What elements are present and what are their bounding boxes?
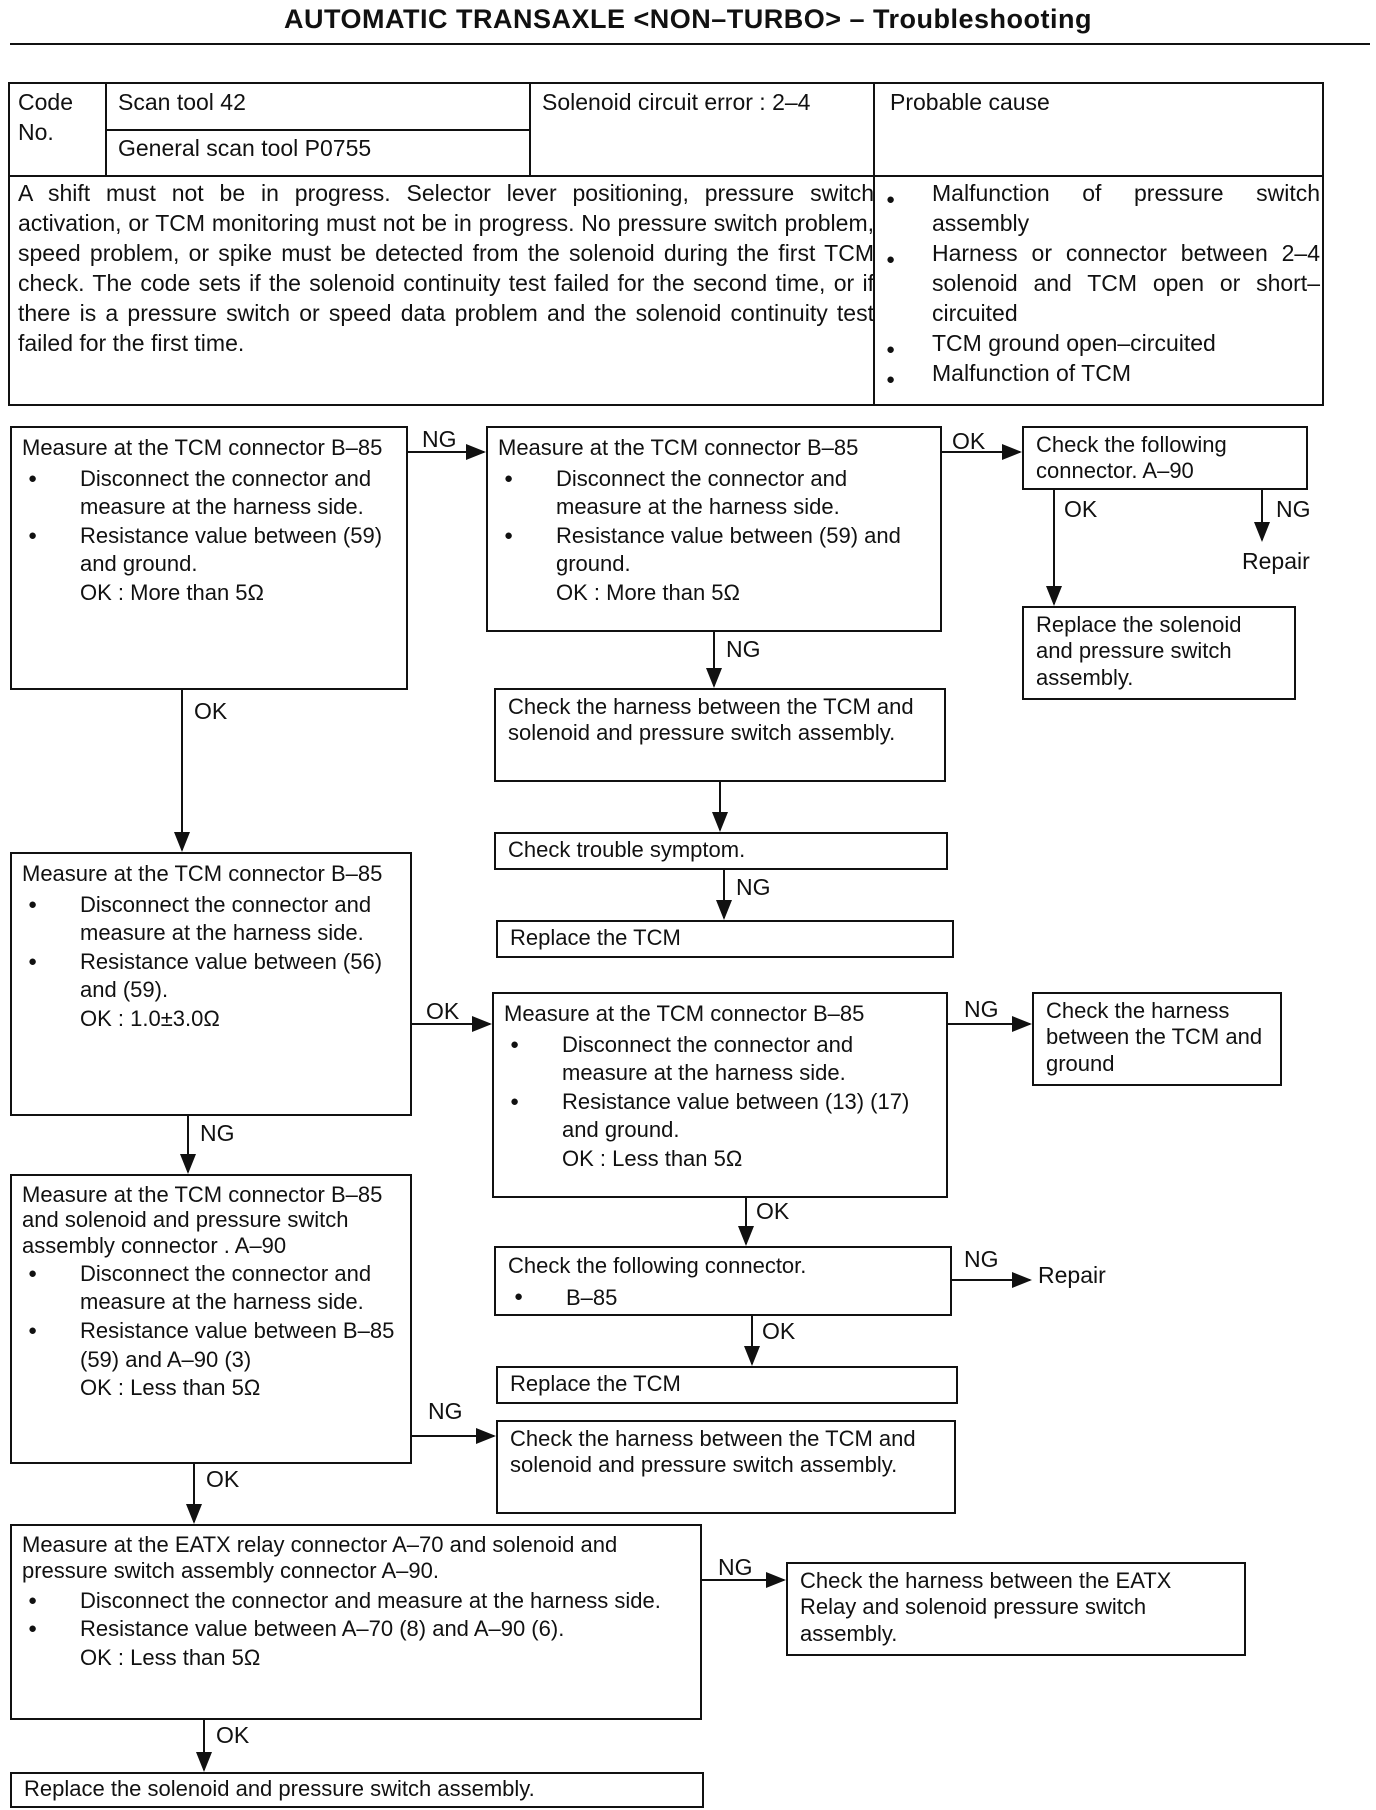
step6-bullet: ● Resistance value between A–70 (8) and A–90 (6).	[22, 1615, 690, 1644]
ng-label: NG	[718, 1554, 753, 1580]
step2-bullet: ● Resistance value between (59) and ground.	[498, 522, 930, 579]
step1-bullet: ● Disconnect the connector and measure at the harness side.	[22, 465, 396, 522]
repair-label: Repair	[1038, 1262, 1106, 1288]
page-title: AUTOMATIC TRANSAXLE <NON–TURBO> – Troubleshooting	[283, 4, 1093, 34]
check-b85-bullet: ● B–85	[508, 1283, 938, 1313]
ng-label: NG	[200, 1120, 235, 1146]
cause-4: ● Malfunction of TCM	[886, 360, 1131, 388]
cause-3: ● TCM ground open–circuited	[886, 330, 1216, 358]
ok-label: OK	[1064, 496, 1098, 522]
step6-title: Measure at the EATX relay connector A–70 and solenoid and pressure switch assembly connector A–90.	[22, 1532, 618, 1584]
check-harness-box: Check the harness between the TCM and solenoid and pressure switch assembly.	[494, 688, 946, 782]
step1-ok: OK : More than 5Ω	[80, 579, 264, 605]
code-label: Code No.	[18, 89, 73, 145]
step3-ok: OK : 1.0±3.0Ω	[80, 1005, 220, 1031]
ng-label: NG	[428, 1398, 463, 1424]
ok-label: OK	[426, 998, 460, 1024]
ok-label: OK	[194, 698, 228, 724]
step5-title: Measure at the TCM connector B–85 and solenoid and pressure switch assembly connector . A–90	[22, 1182, 383, 1258]
step5-bullet: ● Disconnect the connector and measure at the harness side.	[22, 1260, 400, 1317]
ok-label: OK	[206, 1466, 240, 1492]
step6-ok: OK : Less than 5Ω	[80, 1644, 261, 1670]
step6-bullet: ● Disconnect the connector and measure at the harness side.	[22, 1587, 690, 1616]
ng-label: NG	[422, 426, 457, 452]
replace-solenoid-box: Replace the solenoid and pressure switch assembly.	[1022, 606, 1296, 700]
step3-title: Measure at the TCM connector B–85	[22, 861, 383, 886]
check-harness-box: Check the harness between the TCM and solenoid and pressure switch assembly.	[496, 1420, 956, 1514]
step4-title: Measure at the TCM connector B–85	[504, 1001, 865, 1026]
ng-label: NG	[1276, 496, 1311, 522]
step2-ok: OK : More than 5Ω	[556, 579, 740, 605]
step2-title: Measure at the TCM connector B–85	[498, 435, 859, 460]
cause-2: ● Harness or connector between 2–4 solenoid and TCM open or short–circuited	[886, 240, 1320, 326]
step4-ok: OK : Less than 5Ω	[562, 1145, 743, 1171]
step1-title: Measure at the TCM connector B–85	[22, 435, 383, 460]
error-title: Solenoid circuit error : 2–4	[542, 89, 811, 115]
step3-bullet: ● Resistance value between (56) and (59).	[22, 948, 400, 1005]
code-table-grid	[8, 84, 1324, 406]
check-harness-ground-box: Check the harness between the TCM and ground	[1032, 992, 1282, 1086]
ng-label: NG	[964, 996, 999, 1022]
ok-label: OK	[216, 1722, 250, 1748]
step1-bullet: ● Resistance value between (59) and ground.	[22, 522, 396, 579]
step3-bullet: ● Disconnect the connector and measure at the harness side.	[22, 891, 400, 948]
scan-tool: Scan tool 42	[118, 89, 246, 115]
general-scan-tool: General scan tool P0755	[118, 135, 372, 161]
step4-bullet: ● Resistance value between (13) (17) and ground.	[504, 1088, 936, 1145]
check-harness-eatx-box: Check the harness between the EATX Relay and solenoid pressure switch assembly.	[786, 1562, 1246, 1656]
replace-tcm-box: Replace the TCM	[496, 1366, 958, 1404]
step4-bullet: ● Disconnect the connector and measure at the harness side.	[504, 1031, 936, 1088]
condition-description: A shift must not be in progress. Selector lever positioning, pressure switch activation, or TCM monitoring must not be in progress. No pressure switch problem, speed problem, or spike must be detected from the solenoid during the first TCM check. The code sets if the solenoid continuity test failed for the second time, or if there is a pressure switch or speed data problem and the solenoid continuity test failed for the first time.	[18, 180, 874, 356]
ng-label: NG	[964, 1246, 999, 1272]
step5-bullet: ● Resistance value between B–85 (59) and A–90 (3)	[22, 1317, 400, 1374]
ok-label: OK	[756, 1198, 790, 1224]
check-symptom-box: Check trouble symptom.	[494, 832, 948, 870]
check-a90-box: Check the following connector. A–90	[1022, 426, 1308, 490]
ok-label: OK	[762, 1318, 796, 1344]
cause-1: ● Malfunction of pressure switch assembly	[886, 180, 1320, 236]
ng-label: NG	[726, 636, 761, 662]
step2-bullet: ● Disconnect the connector and measure at the harness side.	[498, 465, 930, 522]
repair-label: Repair	[1242, 548, 1310, 574]
ok-label: OK	[952, 428, 986, 454]
replace-solenoid-box: Replace the solenoid and pressure switch assembly.	[10, 1772, 704, 1808]
check-b85-title: Check the following connector.	[508, 1253, 807, 1278]
step5-ok: OK : Less than 5Ω	[80, 1375, 261, 1401]
probable-cause-label: Probable cause	[890, 89, 1050, 115]
replace-tcm-box: Replace the TCM	[496, 920, 954, 958]
ng-label: NG	[736, 874, 771, 900]
